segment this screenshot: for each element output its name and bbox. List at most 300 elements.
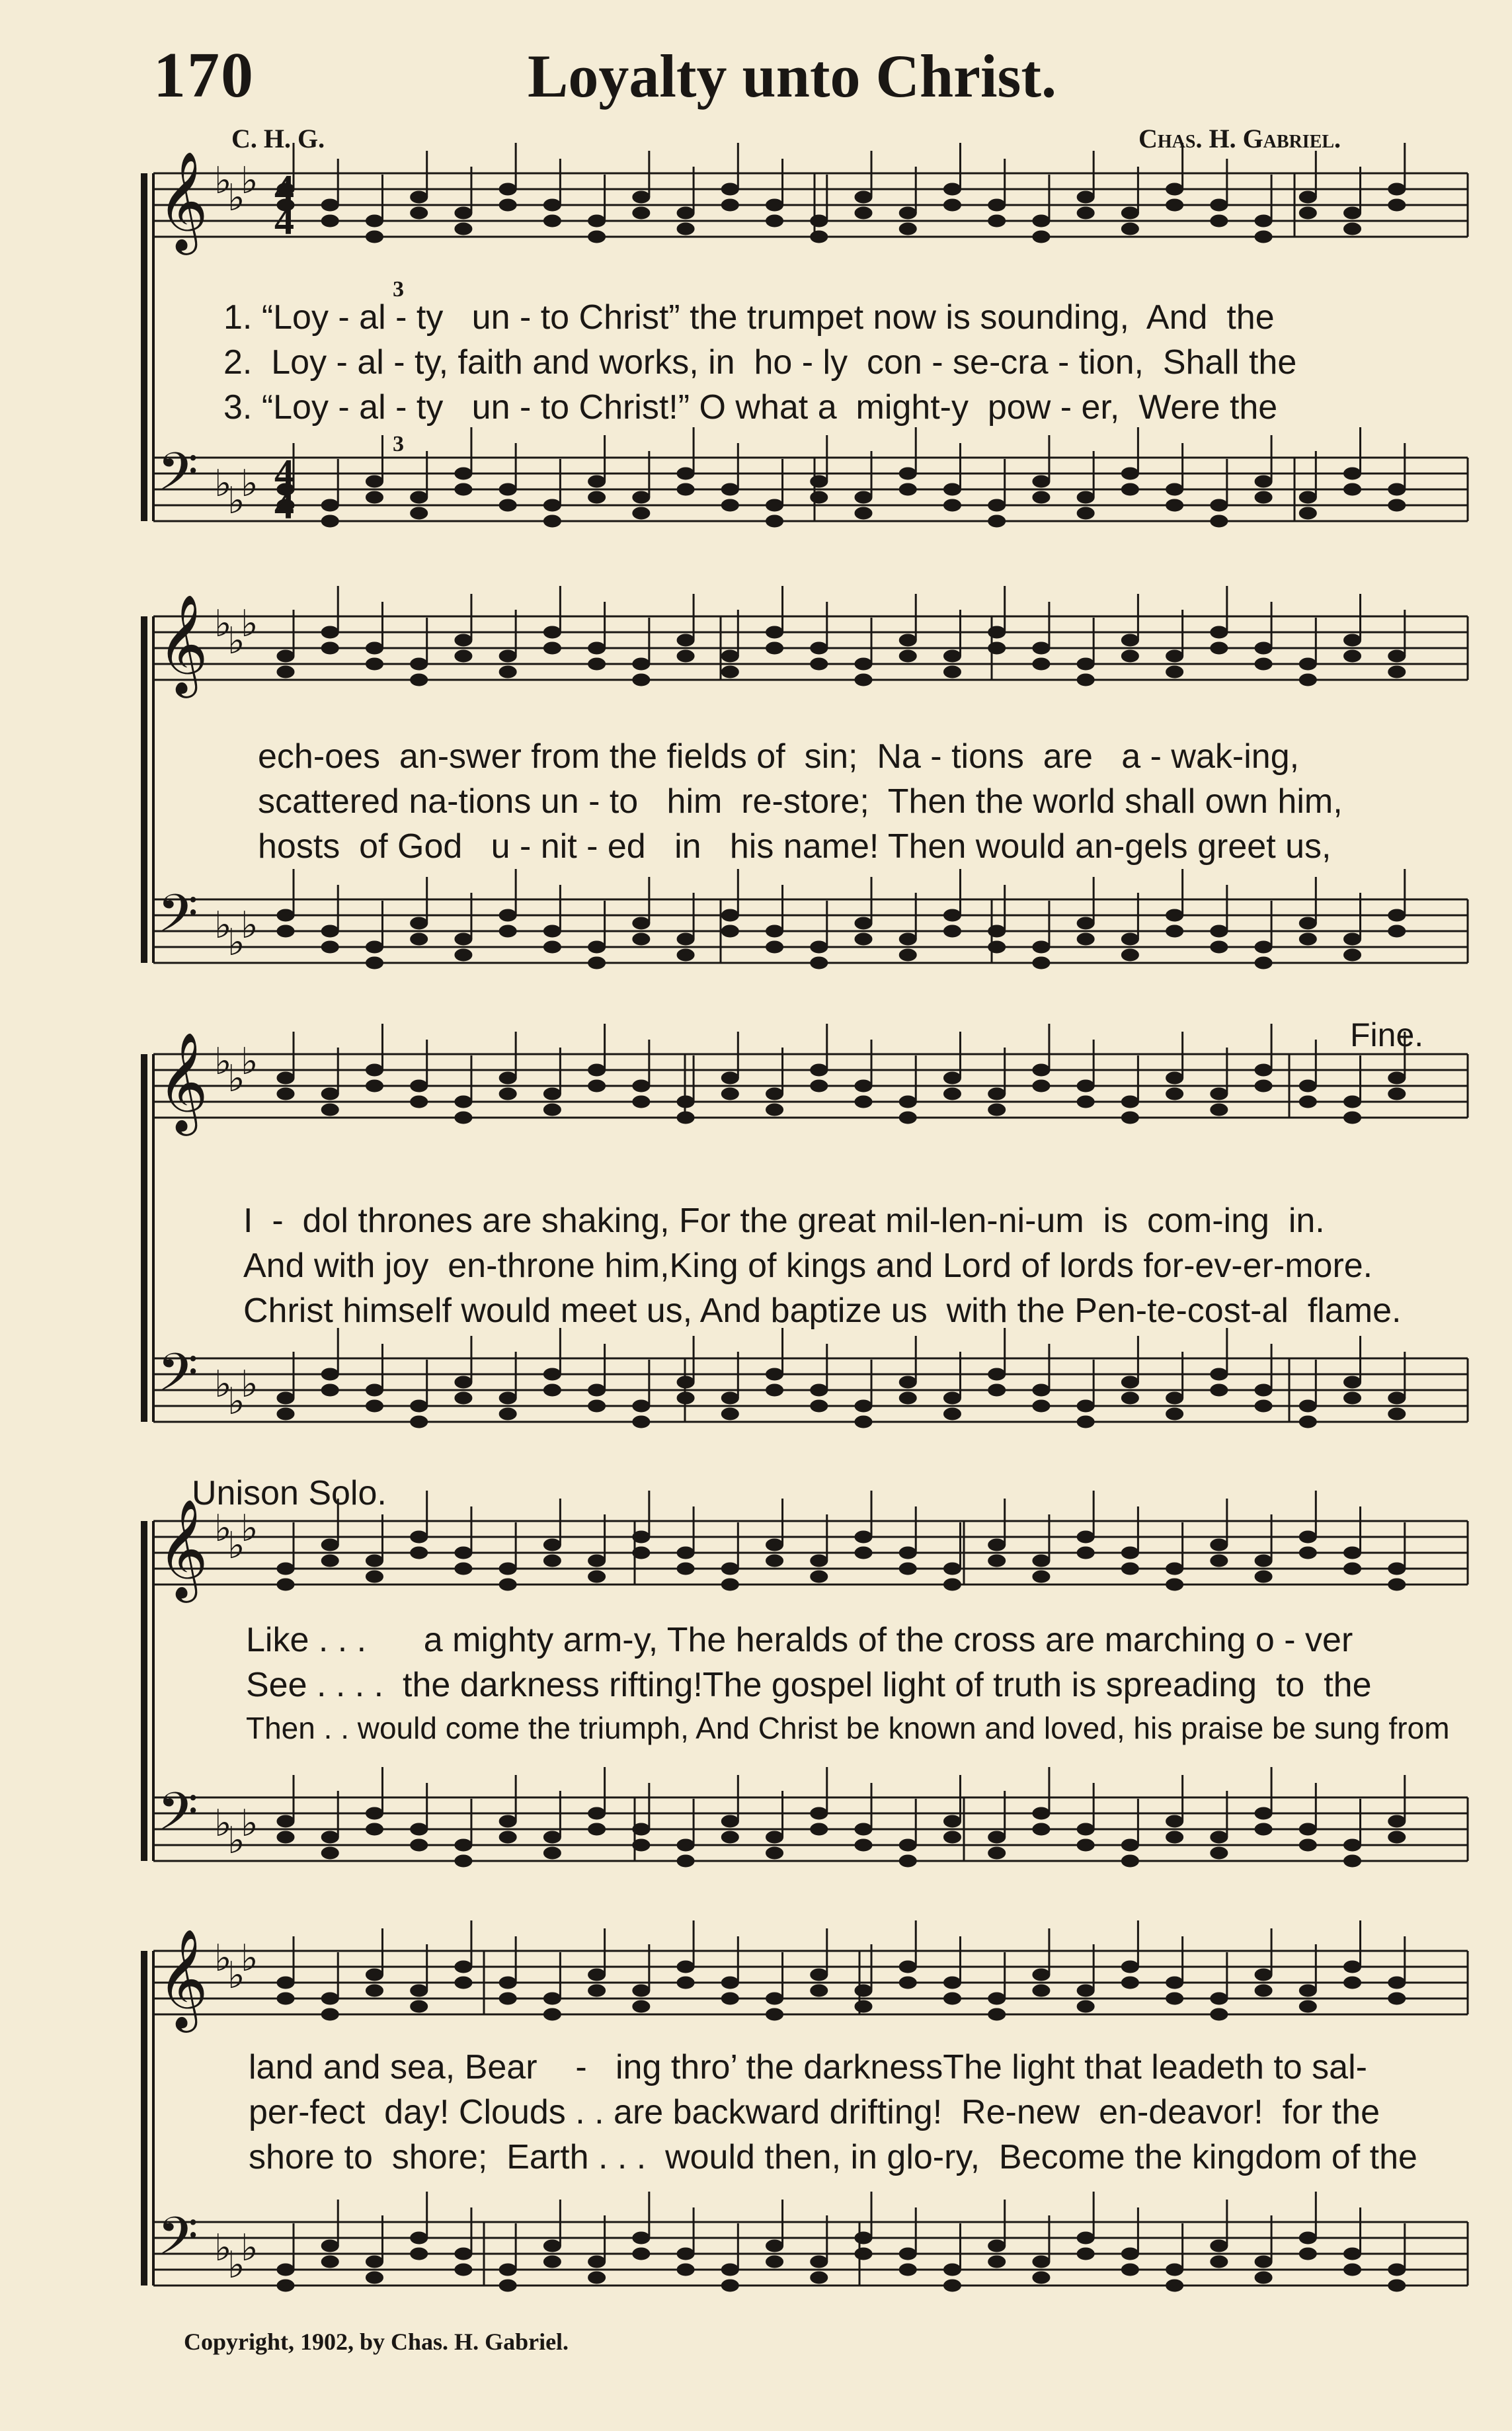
note-head bbox=[1077, 1839, 1094, 1851]
note-head bbox=[677, 1855, 694, 1867]
note-head bbox=[899, 1547, 916, 1559]
note-head bbox=[543, 2256, 561, 2268]
note-head bbox=[1255, 1555, 1272, 1567]
note-head bbox=[721, 2264, 738, 2276]
note-head bbox=[499, 1072, 516, 1084]
note-head bbox=[1033, 1985, 1050, 1997]
note-head bbox=[855, 1531, 872, 1543]
note-head bbox=[321, 515, 338, 527]
note-head bbox=[811, 1064, 828, 1076]
note-head bbox=[1211, 1993, 1228, 2004]
note-head bbox=[811, 1823, 828, 1835]
note-head bbox=[1166, 925, 1183, 937]
note-head bbox=[1211, 1088, 1228, 1100]
note-head bbox=[1388, 1815, 1406, 1827]
note-head bbox=[1344, 1376, 1361, 1388]
flat-icon: ♭ bbox=[241, 905, 259, 946]
note-head bbox=[855, 491, 872, 503]
note-head bbox=[1121, 1547, 1138, 1559]
note-head bbox=[943, 1815, 961, 1827]
note-head bbox=[1033, 1969, 1050, 1981]
note-head bbox=[499, 1815, 516, 1827]
note-head bbox=[277, 1392, 294, 1404]
note-head bbox=[1344, 650, 1361, 662]
note-head bbox=[1388, 1977, 1406, 1989]
note-head bbox=[943, 1977, 961, 1989]
note-head bbox=[1166, 1831, 1183, 1843]
note-head bbox=[1121, 949, 1138, 961]
note-head bbox=[366, 215, 383, 227]
bass-clef-icon: 𝄢 bbox=[157, 443, 198, 514]
note-head bbox=[721, 666, 738, 678]
note-head bbox=[1388, 925, 1406, 937]
note-head bbox=[366, 1080, 383, 1092]
note-head bbox=[277, 1993, 294, 2004]
note-head bbox=[633, 674, 650, 686]
note-head bbox=[1255, 1384, 1272, 1396]
note-head bbox=[455, 650, 472, 662]
note-head bbox=[943, 1408, 961, 1420]
note-head bbox=[1388, 1579, 1406, 1590]
note-head bbox=[855, 933, 872, 945]
note-head bbox=[1166, 1563, 1183, 1575]
note-head bbox=[677, 1547, 694, 1559]
note-head bbox=[1121, 634, 1138, 646]
note-head bbox=[943, 183, 961, 195]
note-head bbox=[411, 507, 428, 519]
note-head bbox=[1211, 199, 1228, 211]
note-head bbox=[1255, 2272, 1272, 2284]
lyric-line: 2. Loy - al - ty, faith and works, in ho - ly con - se-cra - tion, Shall the bbox=[223, 343, 1297, 382]
note-head bbox=[1388, 666, 1406, 678]
note-head bbox=[1344, 1392, 1361, 1404]
note-head bbox=[1388, 1392, 1406, 1404]
note-head bbox=[1388, 1072, 1406, 1084]
note-head bbox=[321, 941, 338, 953]
note-head bbox=[899, 2264, 916, 2276]
note-head bbox=[811, 1080, 828, 1092]
note-head bbox=[1166, 1815, 1183, 1827]
note-head bbox=[1121, 2264, 1138, 2276]
note-head bbox=[766, 199, 783, 211]
note-head bbox=[943, 483, 961, 495]
composer-name: Chas. H. Gabriel. bbox=[1138, 124, 1341, 153]
note-head bbox=[721, 1392, 738, 1404]
note-head bbox=[721, 1993, 738, 2004]
note-head bbox=[721, 183, 738, 195]
note-head bbox=[1166, 1072, 1183, 1084]
note-head bbox=[1344, 223, 1361, 235]
bass-clef-icon: 𝄢 bbox=[157, 1783, 198, 1854]
note-head bbox=[588, 957, 606, 969]
note-head bbox=[411, 2232, 428, 2244]
note-head bbox=[1077, 2232, 1094, 2244]
note-head bbox=[543, 1384, 561, 1396]
fingering-number: 3 bbox=[393, 432, 404, 456]
note-head bbox=[277, 1977, 294, 1989]
note-head bbox=[721, 1579, 738, 1590]
note-head bbox=[677, 1961, 694, 1973]
note-head bbox=[1299, 933, 1316, 945]
flat-icon: ♭ bbox=[214, 604, 232, 645]
flat-icon: ♭ bbox=[227, 2245, 245, 2286]
note-head bbox=[1344, 1563, 1361, 1575]
note-head bbox=[811, 1969, 828, 1981]
note-head bbox=[1255, 215, 1272, 227]
note-head bbox=[1033, 1384, 1050, 1396]
note-head bbox=[543, 2240, 561, 2252]
note-head bbox=[1121, 2248, 1138, 2260]
flat-icon: ♭ bbox=[227, 178, 245, 219]
note-head bbox=[766, 1847, 783, 1859]
treble-clef-icon: 𝄞 bbox=[157, 154, 208, 249]
lyric-line: scattered na-tions un - to him re-store; Then the world shall own him, bbox=[258, 782, 1343, 821]
bass-clef-icon: 𝄢 bbox=[157, 1344, 198, 1415]
note-head bbox=[366, 957, 383, 969]
note-head bbox=[1166, 499, 1183, 511]
flat-icon: ♭ bbox=[227, 1526, 245, 1567]
note-head bbox=[499, 909, 516, 921]
note-head bbox=[1255, 957, 1272, 969]
note-head bbox=[677, 207, 694, 219]
lyricist-initials: C. H. G. bbox=[231, 124, 325, 153]
note-head bbox=[943, 666, 961, 678]
note-head bbox=[943, 1579, 961, 1590]
note-head bbox=[1255, 1985, 1272, 1997]
note-head bbox=[499, 1977, 516, 1989]
note-head bbox=[1166, 199, 1183, 211]
note-head bbox=[1344, 2264, 1361, 2276]
note-head bbox=[411, 917, 428, 929]
flat-icon: ♭ bbox=[241, 1508, 259, 1549]
lyric-line: See . . . . the darkness rifting!The gospel light of truth is spreading to the bbox=[246, 1666, 1372, 1704]
note-head bbox=[855, 1839, 872, 1851]
note-head bbox=[721, 1831, 738, 1843]
note-head bbox=[811, 491, 828, 503]
note-head bbox=[1388, 1993, 1406, 2004]
flat-icon: ♭ bbox=[214, 464, 232, 505]
note-head bbox=[899, 1563, 916, 1575]
note-head bbox=[1077, 1080, 1094, 1092]
note-head bbox=[1121, 1855, 1138, 1867]
note-head bbox=[1121, 223, 1138, 235]
note-head bbox=[1388, 1563, 1406, 1575]
note-head bbox=[277, 1072, 294, 1084]
note-head bbox=[455, 949, 472, 961]
note-head bbox=[1344, 933, 1361, 945]
note-head bbox=[855, 2232, 872, 2244]
note-head bbox=[721, 1815, 738, 1827]
note-head bbox=[455, 1855, 472, 1867]
note-head bbox=[455, 207, 472, 219]
note-head bbox=[766, 2240, 783, 2252]
note-head bbox=[855, 507, 872, 519]
note-head bbox=[321, 626, 338, 638]
note-head bbox=[1388, 2264, 1406, 2276]
note-head bbox=[1388, 2280, 1406, 2291]
note-head bbox=[366, 2272, 383, 2284]
note-head bbox=[321, 499, 338, 511]
note-head bbox=[855, 1400, 872, 1412]
note-head bbox=[366, 1969, 383, 1981]
note-head bbox=[811, 1985, 828, 1997]
note-head bbox=[988, 941, 1006, 953]
note-head bbox=[411, 207, 428, 219]
note-head bbox=[588, 1555, 606, 1567]
note-head bbox=[943, 499, 961, 511]
note-head bbox=[633, 191, 650, 203]
note-head bbox=[988, 925, 1006, 937]
note-head bbox=[811, 1555, 828, 1567]
lyric-line: per-fect day! Clouds . . are backward drifting! Re-new en-deavor! for the bbox=[249, 2093, 1380, 2131]
note-head bbox=[543, 1555, 561, 1567]
note-head bbox=[943, 909, 961, 921]
note-head bbox=[1077, 674, 1094, 686]
note-head bbox=[1388, 650, 1406, 662]
note-head bbox=[855, 1096, 872, 1108]
note-head bbox=[1211, 1831, 1228, 1843]
note-head bbox=[1121, 1563, 1138, 1575]
note-head bbox=[321, 1088, 338, 1100]
note-head bbox=[455, 1392, 472, 1404]
note-head bbox=[1121, 933, 1138, 945]
note-head bbox=[277, 925, 294, 937]
note-head bbox=[677, 1839, 694, 1851]
flat-icon: ♭ bbox=[227, 621, 245, 662]
flat-icon: ♭ bbox=[241, 161, 259, 202]
note-head bbox=[321, 215, 338, 227]
note-head bbox=[1077, 917, 1094, 929]
note-head bbox=[411, 1823, 428, 1835]
note-head bbox=[988, 1555, 1006, 1567]
note-head bbox=[277, 1815, 294, 1827]
flat-icon: ♭ bbox=[241, 1364, 259, 1405]
note-head bbox=[1033, 231, 1050, 243]
note-head bbox=[588, 1969, 606, 1981]
note-head bbox=[1299, 674, 1316, 686]
note-head bbox=[1344, 1977, 1361, 1989]
note-head bbox=[277, 666, 294, 678]
note-head bbox=[899, 1112, 916, 1124]
note-head bbox=[1344, 1547, 1361, 1559]
note-head bbox=[455, 933, 472, 945]
note-head bbox=[455, 2248, 472, 2260]
note-head bbox=[855, 191, 872, 203]
note-head bbox=[543, 626, 561, 638]
note-head bbox=[366, 1571, 383, 1583]
lyric-line: Like . . . a mighty arm-y, The heralds of the cross are marching o - ver bbox=[246, 1621, 1353, 1659]
lyric-line: land and sea, Bear - ing thro’ the darknessThe light that leadeth to sal- bbox=[249, 2048, 1367, 2086]
note-head bbox=[411, 933, 428, 945]
fingering-number: 3 bbox=[393, 277, 404, 302]
note-head bbox=[543, 499, 561, 511]
treble-clef-icon: 𝄞 bbox=[157, 1035, 208, 1130]
note-head bbox=[1211, 1368, 1228, 1380]
note-head bbox=[1033, 1807, 1050, 1819]
time-signature-bottom: 4 bbox=[274, 483, 294, 527]
note-head bbox=[855, 1823, 872, 1835]
note-head bbox=[1166, 2264, 1183, 2276]
note-head bbox=[455, 1977, 472, 1989]
note-head bbox=[1388, 183, 1406, 195]
note-head bbox=[588, 1807, 606, 1819]
note-head bbox=[543, 515, 561, 527]
note-head bbox=[721, 199, 738, 211]
note-head bbox=[988, 626, 1006, 638]
note-head bbox=[1388, 1408, 1406, 1420]
note-head bbox=[588, 642, 606, 654]
note-head bbox=[543, 642, 561, 654]
note-head bbox=[766, 499, 783, 511]
note-head bbox=[543, 941, 561, 953]
bass-clef-icon: 𝄢 bbox=[157, 885, 198, 956]
time-signature-bottom: 4 bbox=[274, 199, 294, 243]
note-head bbox=[1077, 491, 1094, 503]
note-head bbox=[1344, 468, 1361, 479]
note-head bbox=[1166, 483, 1183, 495]
note-head bbox=[1121, 1839, 1138, 1851]
note-head bbox=[943, 199, 961, 211]
note-head bbox=[633, 1985, 650, 1997]
note-head bbox=[811, 1384, 828, 1396]
note-head bbox=[721, 483, 738, 495]
note-head bbox=[499, 1408, 516, 1420]
note-head bbox=[1166, 650, 1183, 662]
note-head bbox=[1077, 191, 1094, 203]
flat-icon: ♭ bbox=[227, 923, 245, 964]
note-head bbox=[633, 658, 650, 670]
note-head bbox=[1299, 207, 1316, 219]
note-head bbox=[943, 1993, 961, 2004]
flat-icon: ♭ bbox=[227, 1381, 245, 1422]
note-head bbox=[366, 1823, 383, 1835]
note-head bbox=[321, 1539, 338, 1551]
note-head bbox=[677, 650, 694, 662]
flat-icon: ♭ bbox=[227, 481, 245, 522]
note-head bbox=[855, 2000, 872, 2012]
note-head bbox=[1166, 2280, 1183, 2291]
note-head bbox=[988, 2240, 1006, 2252]
note-head bbox=[543, 1088, 561, 1100]
note-head bbox=[499, 499, 516, 511]
note-head bbox=[1033, 1571, 1050, 1583]
note-head bbox=[677, 2264, 694, 2276]
note-head bbox=[366, 642, 383, 654]
note-head bbox=[499, 650, 516, 662]
note-head bbox=[1299, 1547, 1316, 1559]
note-head bbox=[277, 1579, 294, 1590]
lyric-line: ech-oes an-swer from the fields of sin; Na - tions are a - wak-ing, bbox=[258, 737, 1300, 776]
note-head bbox=[766, 1555, 783, 1567]
note-head bbox=[321, 1555, 338, 1567]
note-head bbox=[543, 199, 561, 211]
note-head bbox=[721, 2280, 738, 2291]
note-head bbox=[499, 1831, 516, 1843]
note-head bbox=[321, 1993, 338, 2004]
note-head bbox=[899, 223, 916, 235]
note-head bbox=[633, 917, 650, 929]
note-head bbox=[321, 1831, 338, 1843]
note-head bbox=[1211, 1384, 1228, 1396]
note-head bbox=[411, 1400, 428, 1412]
note-head bbox=[1255, 658, 1272, 670]
note-head bbox=[411, 1531, 428, 1543]
note-head bbox=[1255, 1400, 1272, 1412]
note-head bbox=[1255, 941, 1272, 953]
note-head bbox=[721, 925, 738, 937]
note-head bbox=[1344, 1839, 1361, 1851]
note-head bbox=[811, 2256, 828, 2268]
note-head bbox=[366, 658, 383, 670]
note-head bbox=[633, 1400, 650, 1412]
note-head bbox=[543, 1539, 561, 1551]
note-head bbox=[899, 483, 916, 495]
note-head bbox=[766, 1104, 783, 1116]
note-head bbox=[321, 1847, 338, 1859]
note-head bbox=[1033, 957, 1050, 969]
note-head bbox=[1211, 1847, 1228, 1859]
note-head bbox=[766, 2256, 783, 2268]
note-head bbox=[1299, 1416, 1316, 1428]
note-head bbox=[1033, 941, 1050, 953]
note-head bbox=[633, 1547, 650, 1559]
note-head bbox=[855, 1416, 872, 1428]
note-head bbox=[943, 1392, 961, 1404]
hymn-title: Loyalty unto Christ. bbox=[528, 42, 1056, 110]
note-head bbox=[766, 925, 783, 937]
note-head bbox=[277, 1563, 294, 1575]
note-head bbox=[588, 1985, 606, 1997]
note-head bbox=[455, 2264, 472, 2276]
note-head bbox=[1166, 1088, 1183, 1100]
note-head bbox=[1033, 1064, 1050, 1076]
flat-icon: ♭ bbox=[241, 1938, 259, 1979]
copyright-notice: Copyright, 1902, by Chas. H. Gabriel. bbox=[184, 2328, 569, 2355]
note-head bbox=[766, 1539, 783, 1551]
note-head bbox=[766, 2008, 783, 2020]
note-head bbox=[677, 483, 694, 495]
note-head bbox=[766, 1384, 783, 1396]
note-head bbox=[499, 1579, 516, 1590]
note-head bbox=[1033, 1400, 1050, 1412]
note-head bbox=[1166, 666, 1183, 678]
note-head bbox=[1121, 1112, 1138, 1124]
note-head bbox=[1211, 215, 1228, 227]
note-head bbox=[1299, 1080, 1316, 1092]
note-head bbox=[543, 1831, 561, 1843]
note-head bbox=[988, 1831, 1006, 1843]
note-head bbox=[988, 515, 1006, 527]
note-head bbox=[721, 650, 738, 662]
note-head bbox=[1121, 468, 1138, 479]
note-head bbox=[1299, 2000, 1316, 2012]
note-head bbox=[1255, 491, 1272, 503]
note-head bbox=[455, 1547, 472, 1559]
note-head bbox=[943, 2280, 961, 2291]
note-head bbox=[988, 1539, 1006, 1551]
note-head bbox=[988, 1104, 1006, 1116]
note-head bbox=[677, 2248, 694, 2260]
note-head bbox=[277, 1831, 294, 1843]
note-head bbox=[766, 941, 783, 953]
note-head bbox=[321, 1384, 338, 1396]
note-head bbox=[1255, 1969, 1272, 1981]
note-head bbox=[543, 1104, 561, 1116]
lyric-line: hosts of God u - nit - ed in his name! Then would an-gels greet us, bbox=[258, 827, 1332, 866]
note-head bbox=[633, 491, 650, 503]
note-head bbox=[899, 1839, 916, 1851]
note-head bbox=[499, 666, 516, 678]
